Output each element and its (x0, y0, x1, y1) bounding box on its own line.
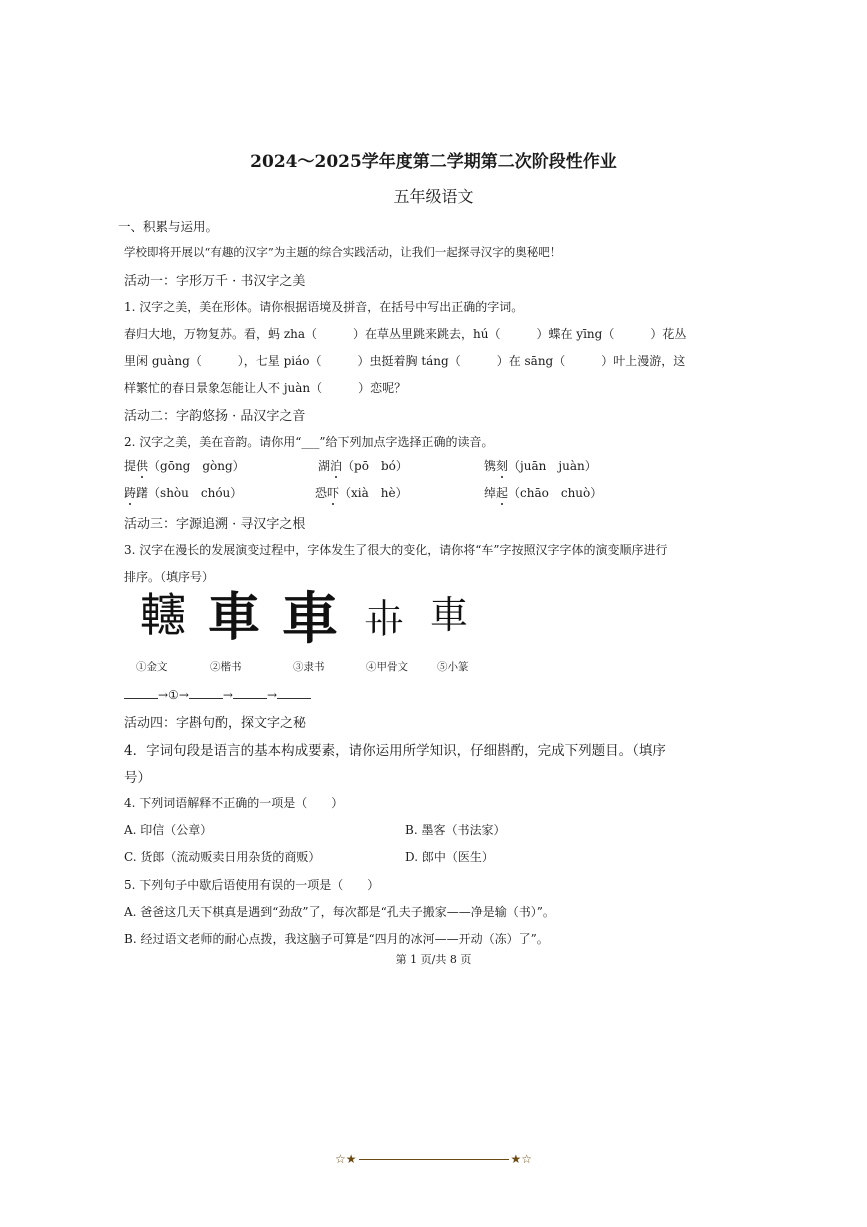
option-5b: B. 经过语文老师的耐心点拨，我这脑子可算是“四月的冰河——开动（冻）了”。 (124, 932, 549, 946)
pinyin-item-d: 踌躇（shòu chóu） (124, 486, 243, 500)
option-4c: C. 货郎（流动贩卖日用杂货的商贩） (124, 850, 321, 864)
question-1-line-3: 样繁忙的春日景象怎能让人不 juàn（ ）恋呢？ (124, 381, 407, 395)
caption-kaishu: ②楷书 (210, 661, 242, 673)
option-4b: B. 墨客（书法家） (405, 823, 506, 837)
option-4a: A. 印信（公章） (124, 823, 213, 837)
intro-text: 学校即将开展以“有趣的汉字”为主题的综合实践活动，让我们一起探寻汉字的奥秘吧！ (124, 245, 562, 259)
answer-blank-2[interactable] (189, 697, 223, 699)
answer-blank-3[interactable] (233, 697, 267, 699)
question-3-line-2: 排序。（填序号） (124, 570, 215, 584)
pinyin-item-f: 绰起（chāo chuò） (484, 486, 603, 500)
caption-lishu: ③隶书 (293, 661, 325, 673)
question-4-heading-line-1: 4．字词句段是语言的基本构成要素，请你运用所学知识，仔细斟酌，完成下列题目。（填序 (124, 743, 666, 759)
answer-blank-1[interactable] (124, 697, 158, 699)
document-subtitle: 五年级语文 (393, 187, 474, 206)
order-answer-line: →①→ → → (124, 688, 311, 702)
glyph-jiaguwen: 𠦃 (364, 597, 404, 643)
answer-blank-4[interactable] (277, 697, 311, 699)
question-1: 1. 汉字之美，美在形体。请你根据语境及拼音，在括号中写出正确的字词。 (124, 300, 524, 314)
question-4: 4. 下列词语解释不正确的一项是（ ） (124, 796, 344, 810)
star-icon: ☆★ (334, 1152, 357, 1166)
option-4d: D. 郎中（医生） (405, 850, 494, 864)
star-icon: ★☆ (510, 1152, 533, 1166)
glyph-xiaozhuan: 車 (430, 593, 469, 637)
character-evolution-images (138, 587, 478, 652)
pinyin-item-e: 恐吓（xià hè） (315, 486, 408, 500)
question-1-line-1: 春归大地，万物复苏。看，蚂 zha（ ）在草丛里跳来跳去，hú（ ）蝶在 yīng（ ）花丛 (124, 327, 687, 341)
activity-2-heading: 活动二：字韵悠扬 · 品汉字之音 (124, 409, 306, 424)
activity-1-heading: 活动一：字形万千 · 书汉字之美 (124, 274, 306, 289)
glyph-jinwen: 𨏥 (140, 588, 186, 642)
decorative-divider (0, 1152, 867, 1166)
document-title: 2024～2025学年度第二学期第二次阶段性作业 (250, 152, 617, 172)
activity-4-heading: 活动四：字斟句酌，探文字之秘 (124, 716, 307, 731)
question-1-line-2: 里闲 guàng（ ），七星 piáo（ ）虫挺着胸 táng（ ）在 sāng（ ）叶上漫游，这 (124, 354, 686, 368)
question-3-line-1: 3. 汉字在漫长的发展演变过程中，字体发生了很大的变化，请你将“车”字按照汉字字体的演变顺序进行 (124, 543, 668, 557)
activity-3-heading: 活动三：字源追溯 · 寻汉字之根 (124, 517, 306, 532)
glyph-lishu: 車 (282, 587, 338, 652)
pinyin-item-b: 湖泊（pō bó） (318, 459, 408, 473)
glyph-kaishu: 車 (208, 588, 261, 648)
section-heading: 一、积累与运用。 (118, 219, 219, 234)
caption-xiaozhuan: ⑤小篆 (437, 661, 469, 673)
caption-jiaguwen: ④甲骨文 (366, 661, 408, 673)
page-footer: 第 1 页/共 8 页 (395, 953, 472, 966)
question-2: 2. 汉字之美，美在音韵。请你用“___”给下列加点字选择正确的读音。 (124, 435, 494, 449)
pinyin-item-c: 镌刻（juān juàn） (484, 459, 597, 473)
question-5: 5. 下列句子中歇后语使用有误的一项是（ ） (124, 878, 380, 892)
option-5a: A. 爸爸这几天下棋真是遇到“劲敌”了，每次都是“孔夫子搬家——净是输（书）”。 (124, 905, 555, 919)
caption-jinwen: ①金文 (136, 661, 168, 673)
question-4-heading-line-2: 号） (124, 770, 151, 786)
pinyin-item-a: 提供（gōng gòng） (124, 459, 245, 473)
